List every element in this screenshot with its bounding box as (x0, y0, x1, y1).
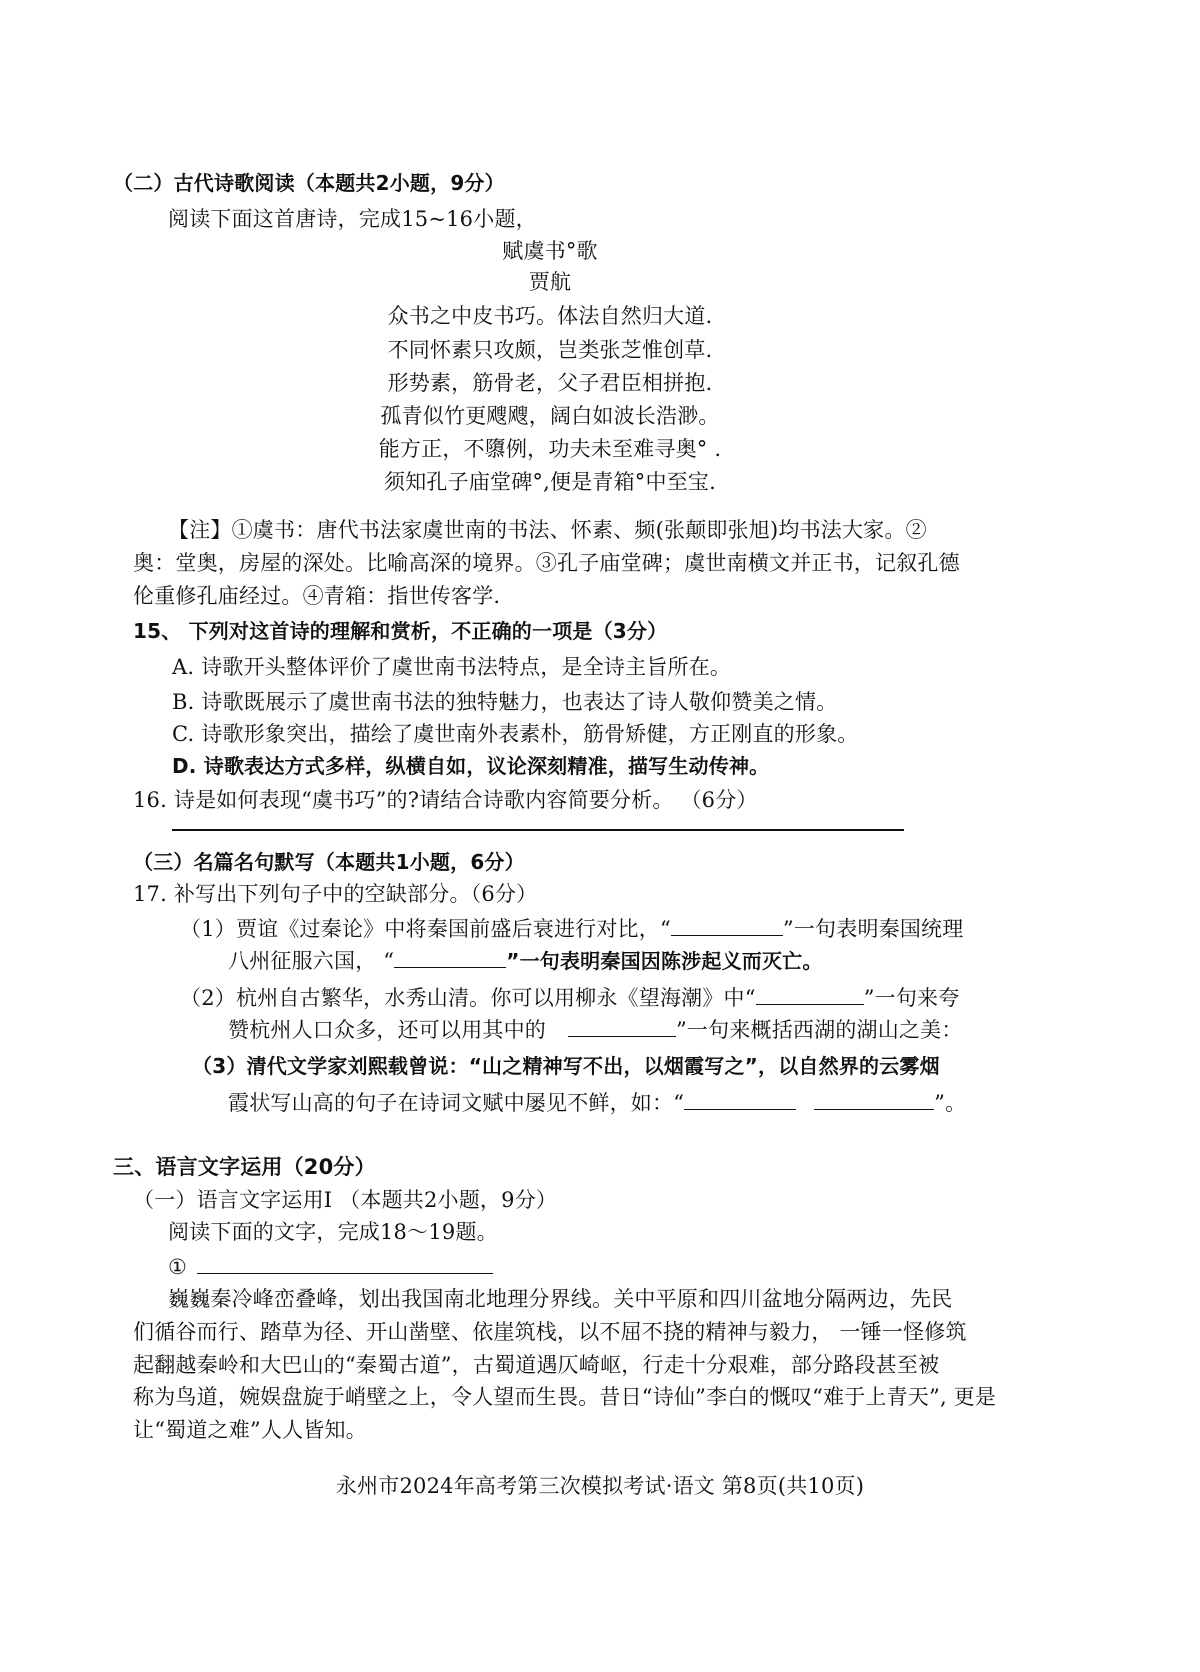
fill-blank[interactable] (684, 1087, 796, 1110)
item1-text-b: ”一句表明秦国统理 (782, 917, 964, 941)
fill-blank[interactable] (814, 1087, 934, 1110)
fill-blank[interactable] (671, 913, 783, 936)
poem-title: 赋虞书°歌 (502, 239, 598, 263)
poem-line: 孤青似竹更飕飕，阔白如波长浩渺。 (380, 404, 720, 428)
question-15-option-d: D. 诗歌表达方式多样，纵横自如，议论深刻精准，描写生动传神。 (172, 754, 770, 778)
poem-line: 形势素，筋骨老，父子君臣相拼抱. (387, 371, 713, 395)
answer-line[interactable] (172, 829, 904, 831)
poem-author: 贾航 (528, 270, 572, 294)
paragraph-line: 让“蜀道之难”人人皆知。 (133, 1418, 367, 1442)
part-3-instruction: 阅读下面的文字，完成18～19题。 (168, 1220, 498, 1244)
blank-line-1 (168, 1251, 493, 1281)
fill-blank[interactable] (394, 945, 506, 968)
section-heading-dictation: （三）名篇名句默写（本题共1小题，6分） (133, 850, 525, 874)
part-3-sub-heading: （一）语言文字运用I （本题共2小题，9分） (133, 1188, 558, 1212)
question-17-item-3-cont (228, 1087, 966, 1117)
poem-line: 众书之中皮书巧。体法自然归大道. (387, 304, 713, 328)
poem-note: 【注】①虞书：唐代书法家虞世南的书法、怀素、频(张颠即张旭)均书法大家。② (168, 518, 927, 542)
blank-marker: ① (168, 1255, 188, 1279)
question-17-item-1 (180, 913, 963, 943)
question-15-option-c: C. 诗歌形象突出，描绘了虞世南外表素朴，筋骨矫健，方正刚直的形象。 (172, 722, 859, 746)
item1-text-a: （1）贾谊《过秦论》中将秦国前盛后衰进行对比，“ (180, 917, 671, 941)
poem-line: 能方正，不隳例，功夫未至难寻奥° . (378, 437, 722, 461)
part-3-heading: 三、语言文字运用（20分） (113, 1155, 376, 1179)
question-15-option-b: B. 诗歌既展示了虞世南书法的独特魅力，也表达了诗人敬仰赞美之情。 (172, 690, 838, 714)
paragraph-line: 起翻越秦岭和大巴山的“秦蜀古道”，古蜀道遇仄崎岖，行走十分艰难，部分路段甚至被 (133, 1353, 940, 1377)
item2-text-a: （2）杭州自古繁华，水秀山清。你可以用柳永《望海潮》中“ (180, 986, 756, 1010)
fill-blank[interactable] (756, 982, 864, 1005)
item1-text-c: 八州征服六国， “ (228, 949, 395, 973)
item3-text-c: ”。 (934, 1091, 967, 1115)
poem-line: 须知孔子庙堂碑°,便是青箱°中至宝. (384, 470, 716, 494)
question-16: 16. 诗是如何表现“虞书巧”的?请结合诗歌内容简要分析。 （6分） (133, 788, 758, 812)
question-17-stem: 17. 补写出下列句子中的空缺部分。（6分） (133, 882, 538, 906)
question-17-item-2-cont (228, 1014, 963, 1044)
poem-line: 不同怀素只攻颇，岂类张芝惟创草. (387, 338, 713, 362)
fill-blank[interactable] (568, 1014, 676, 1037)
item3-text-b: 霞状写山高的句子在诗词文赋中屡见不鲜，如：“ (228, 1091, 685, 1115)
section-heading-poetry: （二）古代诗歌阅读（本题共2小题，9分） (113, 171, 505, 195)
question-17-item-3: （3）清代文学家刘熙载曾说：“山之精神写不出，以烟霞写之”，以自然界的云雾烟 (192, 1054, 940, 1078)
question-15-stem: 15、 下列对这首诗的理解和赏析，不正确的一项是（3分） (133, 619, 668, 643)
fill-blank[interactable] (197, 1251, 493, 1274)
paragraph-line: 称为鸟道，婉娱盘旋于峭壁之上，令人望而生畏。昔日“诗仙”李白的慨叹“难于上青天”, 更是 (133, 1385, 997, 1409)
poem-note: 伦重修孔庙经过。④青箱：指世传客学. (133, 584, 501, 608)
question-15-option-a: A. 诗歌开头整体评价了虞世南书法特点，是全诗主旨所在。 (172, 655, 732, 679)
question-17-item-1-cont (228, 945, 823, 975)
item2-text-d: ”一句来概括西湖的湖山之美： (676, 1018, 963, 1042)
paragraph-line: 巍巍秦冷峰峦叠峰，划出我国南北地理分界线。关中平原和四川盆地分隔两边，先民 (168, 1287, 953, 1311)
page-footer: 永州市2024年高考第三次模拟考试·语文 第8页(共10页) (335, 1474, 865, 1498)
paragraph-line: 们循谷而行、踏草为径、开山凿壁、依崖筑栈，以不屈不挠的精神与毅力， 一锤一怪修筑 (133, 1320, 967, 1344)
item2-text-b: ”一句来夸 (863, 986, 960, 1010)
question-17-item-2 (180, 982, 959, 1012)
item2-text-c: 赞杭州人口众多，还可以用其中的 (228, 1018, 546, 1042)
poem-note: 奥：堂奥，房屋的深处。比喻高深的境界。③孔子庙堂碑；虞世南横文并正书，记叙孔德 (133, 551, 960, 575)
item1-text-d: ”一句表明秦国因陈涉起义而灭亡。 (506, 949, 823, 973)
poetry-instruction: 阅读下面这首唐诗，完成15~16小题， (168, 207, 537, 231)
